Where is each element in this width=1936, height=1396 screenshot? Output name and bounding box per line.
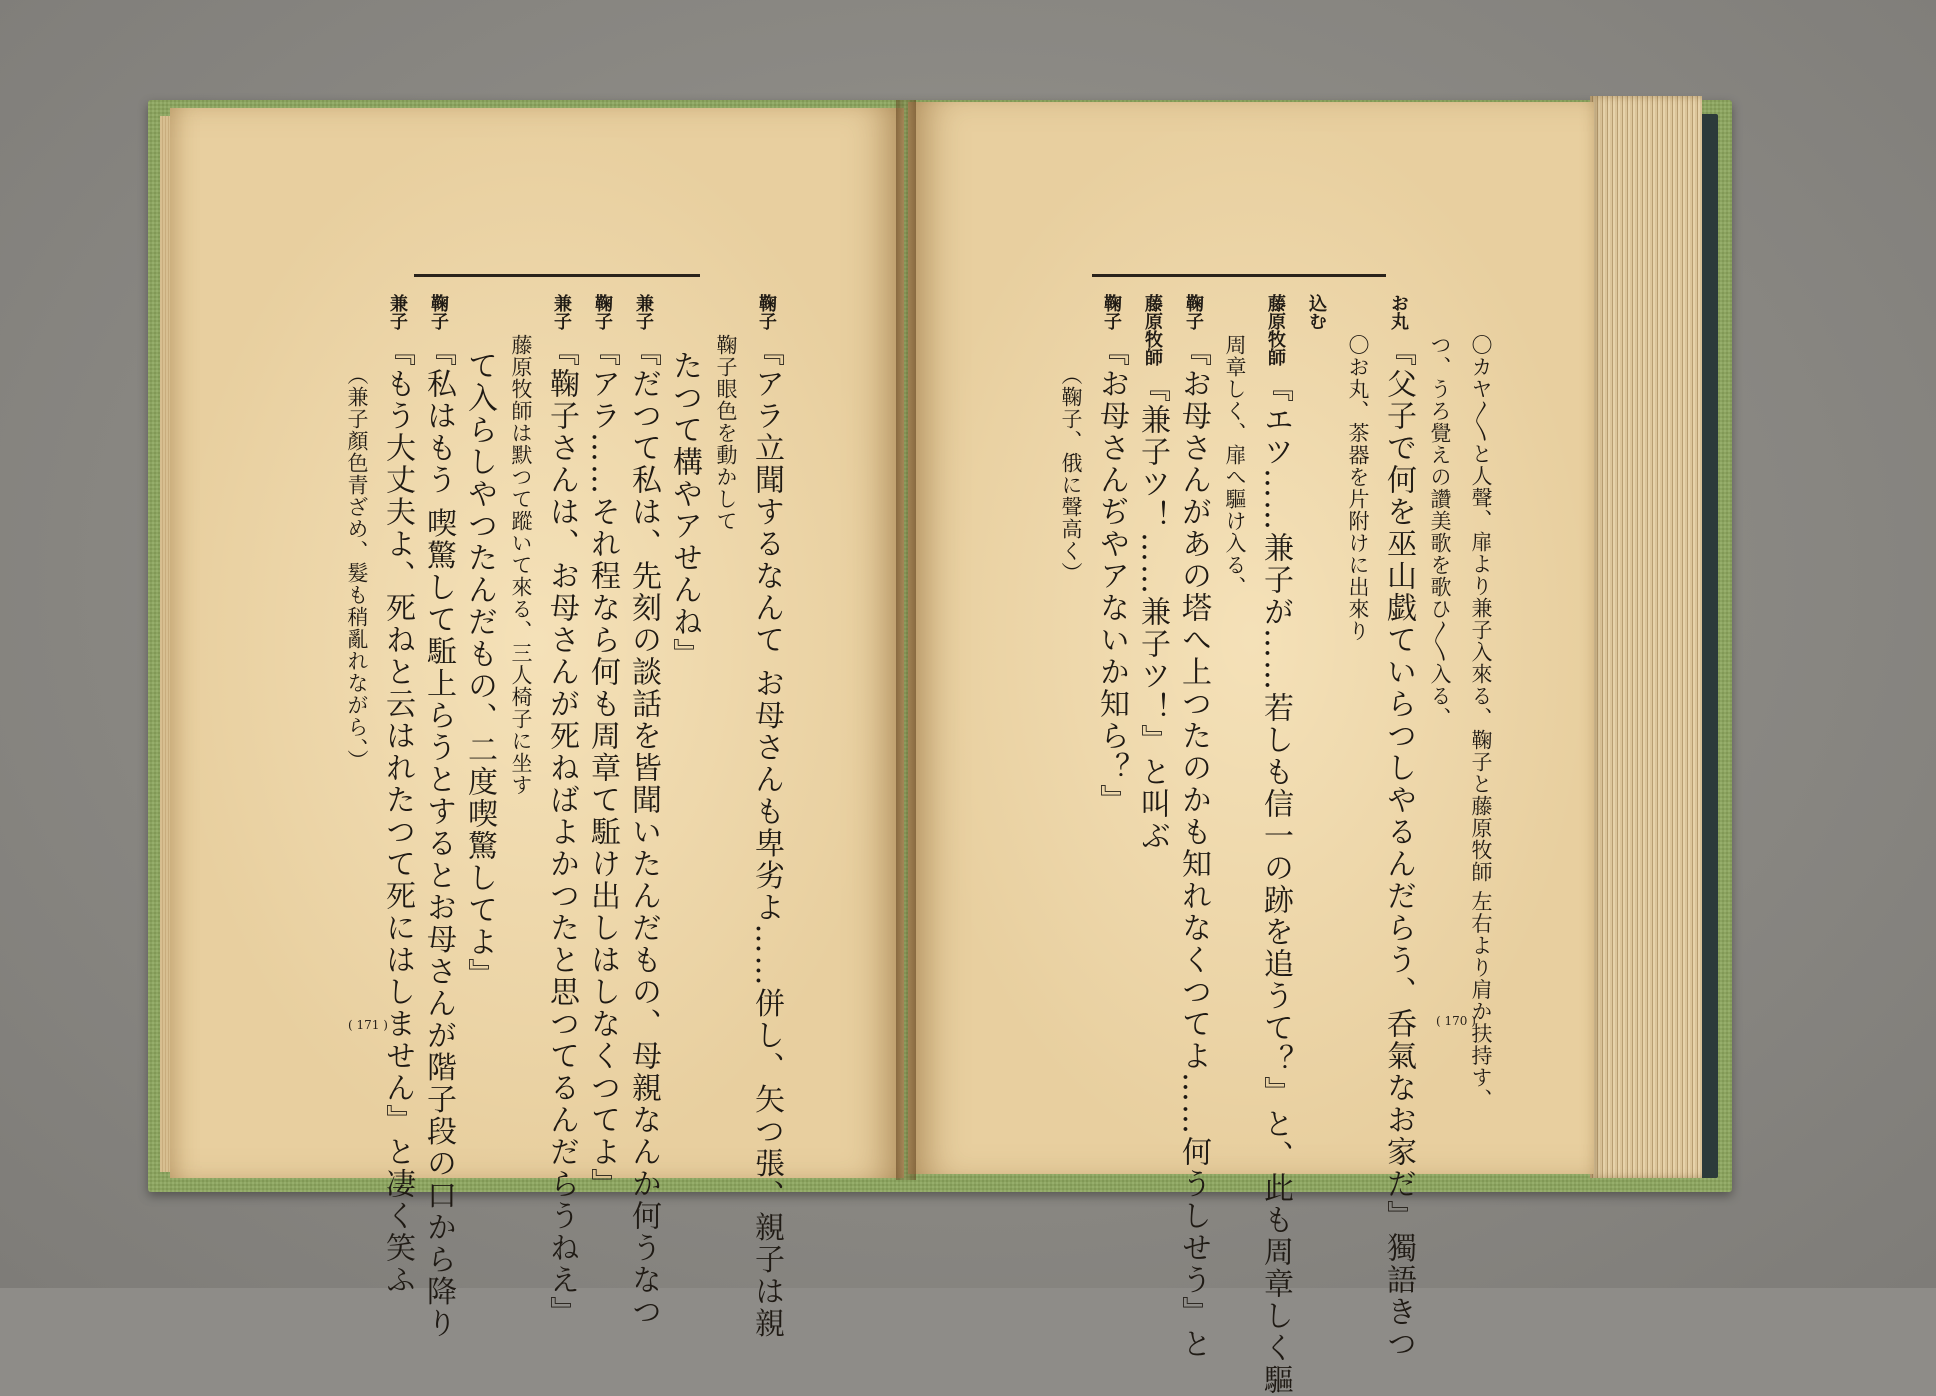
line-text: 『兼子ツ！……兼子ツ！』と叫ぶ (1135, 372, 1170, 852)
text-line (459, 294, 500, 994)
text-line (1091, 294, 1132, 994)
text-line (705, 294, 746, 994)
line-text: 周章しく、扉へ驅け入る、 (1223, 334, 1247, 598)
right-page-number: ( 170 ) (1436, 1014, 1476, 1028)
right-page-header-rule (1092, 274, 1386, 277)
line-text: 『私はもう 喫驚して駈上らうとするとお母さんが階子段の口から降り (421, 336, 456, 1340)
line-text: 『アラ立聞するなんて お母さんも卑劣よ……併し、矢つ張、親子は親 (749, 336, 784, 1340)
text-line (541, 294, 582, 1328)
speaker-name: 兼子 (387, 294, 408, 330)
left-page-header-rule (414, 274, 700, 277)
text-line (1419, 294, 1460, 994)
text-line (582, 294, 623, 1200)
text-line (377, 294, 418, 1296)
text-line (1050, 294, 1091, 994)
line-text: 『お母さんがあの塔へ上つたのかも知れなくつてよ……何うしせう』と (1176, 336, 1211, 1360)
book-gutter (896, 100, 916, 1180)
line-text: 鞠子眼色を動かして (714, 334, 738, 532)
speaker-name: 兼子 (633, 294, 654, 330)
line-text: て入らしやつたんだもの、二度喫驚してよ』 (462, 350, 497, 990)
line-text: 藤原牧師は默つて蹤いて來る、三人椅子に坐す (509, 334, 533, 796)
line-text: 『だつて私は、先刻の談話を皆聞いたんだもの、母親なんか何うなつ (626, 336, 661, 1328)
line-text: 『エツ……兼子が……若しも信一の跡を追うて？』と、此も周章しく驅 (1258, 372, 1293, 1396)
speaker-name: 鞠子 (428, 294, 449, 330)
speaker-name: 込む (1306, 294, 1327, 330)
line-text: （兼子顏色青ざめ、髮も稍亂れながら、） (345, 364, 369, 772)
text-line (418, 294, 459, 1340)
text-line (1337, 294, 1378, 994)
speaker-name: 鞠子 (592, 294, 613, 330)
text-line (1460, 294, 1501, 1111)
line-text: 〇カヤ〳〵と人聲、扉より兼子入來る、鞠子と藤原牧師 左右より肩か扶持す、 (1469, 334, 1493, 1111)
line-text: 『お母さんぢやアないか知ら？』 (1094, 336, 1129, 816)
speaker-name: 鞠子 (1101, 294, 1122, 330)
speaker-name: お丸 (1388, 294, 1409, 330)
text-line (336, 294, 377, 994)
speaker-name: 藤原牧師 (1265, 294, 1286, 366)
line-text: たつて構やアせんね』 (667, 350, 702, 670)
text-line (623, 294, 664, 1328)
text-line (746, 294, 787, 1340)
line-text: つ、うろ覺えの讚美歌を歌ひ〳〵入る、 (1428, 334, 1452, 729)
text-line (1296, 294, 1337, 994)
left-page-number: ( 171 ) (348, 1018, 388, 1032)
line-text: （鞠子、俄に聲高く） (1059, 364, 1083, 584)
right-page-edges (1590, 96, 1702, 1178)
text-line (500, 294, 541, 994)
speaker-name: 鞠子 (1183, 294, 1204, 330)
text-line (1132, 294, 1173, 994)
text-line (664, 294, 705, 994)
text-line (1173, 294, 1214, 1360)
line-text: 〇お丸、茶器を片附けに出來り (1346, 334, 1370, 642)
speaker-name: 兼子 (551, 294, 572, 330)
line-text: 『父子で何を巫山戯ていらつしやるんだらう、呑氣なお家だ』獨語きつ (1381, 336, 1416, 1360)
speaker-name: 鞠子 (756, 294, 777, 330)
text-line (1214, 294, 1255, 994)
line-text: 『鞠子さんは、お母さんが死ねばよかつたと思つてるんだらうねえ』 (544, 336, 579, 1328)
line-text: 『もう大丈夫よ、死ねと云はれたつて死にはしません』と凄く笑ふ (380, 336, 415, 1296)
text-line (1255, 294, 1296, 1396)
text-line (1378, 294, 1419, 1360)
speaker-name: 藤原牧師 (1142, 294, 1163, 366)
line-text: 『アラ……それ程なら何も周章て駈け出しはしなくつてよ』 (585, 336, 620, 1200)
